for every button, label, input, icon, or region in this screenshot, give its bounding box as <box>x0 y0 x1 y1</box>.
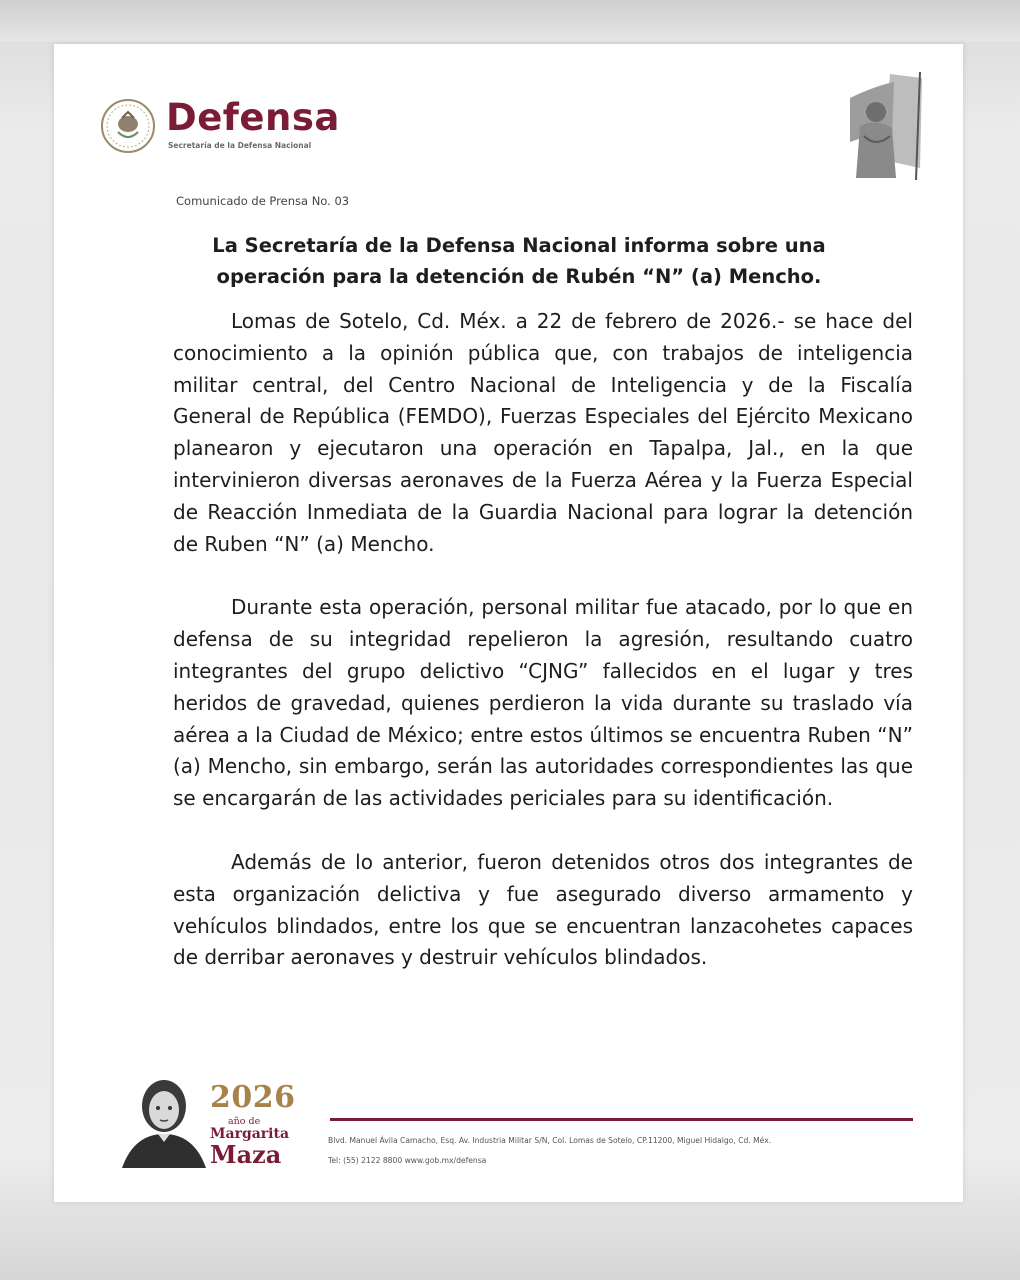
commemorative-line-1: año de <box>228 1116 261 1127</box>
paragraph: Además de lo anterior, fueron detenidos otros dos integrantes de esta organización delictiva y fue asegurado diverso armamento y vehículos blindados, entre los que se encuentran lanzacohetes capaces de derribar aeronaves y destruir vehículos blindados. <box>173 849 913 970</box>
footer-address: Blvd. Manuel Ávila Camacho, Esq. Av. Industria Militar S/N, Col. Lomas de Sotelo, CP.11200, Miguel Hidalgo, Cd. Méx. <box>328 1136 772 1145</box>
paragraph: Durante esta operación, personal militar fue atacado, por lo que en defensa de su integridad repelieron la agresión, resultando cuatro integrantes del grupo delictivo “CJNG” fallecidos en el lugar y tres heridos de gravedad, quienes perdieron la vida durante su traslado vía aérea a la Ciudad de México; entre estos últimos se encuentra Ruben “N” (a) Mencho, sin embargo, serán las autoridades correspondientes las que se encargarán de las actividades periciales para su identificación. <box>173 595 913 811</box>
footer-divider <box>330 1118 913 1121</box>
commemorative-line-3: Maza <box>210 1140 282 1169</box>
defensa-logo <box>100 94 340 156</box>
footer-contact: Tel: (55) 2122 8800 www.gob.mx/defensa <box>328 1156 487 1165</box>
margarita-maza-portrait-icon <box>114 1076 214 1168</box>
press-release-number: Comunicado de Prensa No. 03 <box>176 194 350 208</box>
paragraph: Lomas de Sotelo, Cd. Méx. a 22 de febrero de 2026.- se hace del conocimiento a la opinión pública que, con trabajos de inteligencia militar central, del Centro Nacional de Inteligencia y de la Fiscalía General de República (FEMDO), Fuerzas Especiales del Ejército Mexicano planearon y ejecutaron una operación en Tapalpa, Jal., en la que intervinieron diversas aeronaves de la Fuerza Aérea y la Fuerza Especial de Reacción Inmediata de la Guardia Nacional para lograr la detención de Ruben “N” (a) Mencho. <box>173 309 913 556</box>
document-body <box>173 306 913 1006</box>
brand-subtitle: Secretaría de la Defensa Nacional <box>168 141 312 150</box>
document-title: La Secretaría de la Defensa Nacional informa sobre una operación para la detención de Rubén “N” (a) Mencho. <box>212 234 826 288</box>
commemorative-year: 2026 <box>210 1080 296 1115</box>
flag-heroine-emblem-icon <box>820 68 930 184</box>
commemorative-line-2: Margarita <box>210 1126 290 1142</box>
background-top <box>0 0 1020 42</box>
press-release-page <box>54 44 963 1202</box>
brand-name: Defensa <box>166 96 340 139</box>
national-seal-icon <box>100 98 156 154</box>
